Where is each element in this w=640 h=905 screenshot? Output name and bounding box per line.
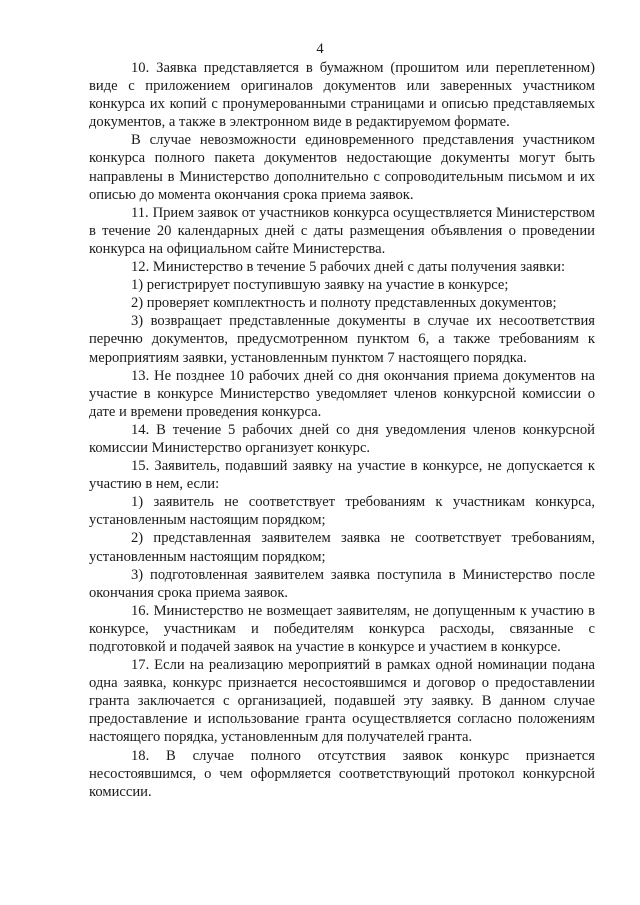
paragraph-10: 10. Заявка представляется в бумажном (прошитом или переплетенном) виде с приложением оригиналов документов или заверенных участником конкурса их копий с пронумерованными страницами и описью представляемых документов, а также в электронном виде в редактируемом формате. [89, 60, 595, 131]
page-number: 4 [316, 41, 324, 57]
paragraph-14: 14. В течение 5 рабочих дней со дня уведомления членов конкурсной комиссии Министерство организует конкурс. [89, 421, 595, 456]
paragraph-16: 16. Министерство не возмещает заявителям, не допущенным к участию в конкурсе, участникам и победителям конкурса расходы, связанные с подготовкой и подачей заявок на участие в конкурсе и участием в конкурсе. [89, 602, 595, 655]
paragraph-12-item-2: 2) проверяет комплектность и полноту представленных документов; [131, 295, 557, 312]
paragraph-15-item-1: 1) заявитель не соответствует требованиям к участникам конкурса, установленным настоящим порядком; [89, 494, 595, 529]
paragraph-18: 18. В случае полного отсутствия заявок конкурс признается несостоявшимся, о чем оформляется соответствующий протокол конкурсной комиссии. [89, 747, 595, 800]
paragraph-10-continued: В случае невозможности единовременного представления участником конкурса полного пакета документов недостающие документы могут быть направлены в Министерство дополнительно с сопроводительным письмом и их описью до момента окончания срока приема заявок. [89, 132, 595, 203]
paragraph-12: 12. Министерство в течение 5 рабочих дней с даты получения заявки: [131, 259, 566, 276]
paragraph-12-item-3: 3) возвращает представленные документы в случае их несоответствия перечню документов, предусмотренном пунктом 6, а также требованиям к мероприятиям заявки, установленным пунктом 7 настоящего порядка. [89, 313, 595, 366]
paragraph-17: 17. Если на реализацию мероприятий в рамках одной номинации подана одна заявка, конкурс признается несостоявшимся и договор о предоставлении гранта заключается с организацией, подавшей эту заявку. В данном случае предоставление и использование гранта осуществляется согласно положениям настоящего порядка, установленным для получателей гранта. [89, 657, 595, 746]
paragraph-15-item-3: 3) подготовленная заявителем заявка поступила в Министерство после окончания срока приема заявок. [89, 566, 595, 601]
paragraph-12-item-1: 1) регистрирует поступившую заявку на участие в конкурсе; [131, 277, 509, 294]
document-body [89, 59, 595, 801]
paragraph-15: 15. Заявитель, подавший заявку на участие в конкурсе, не допускается к участию в нем, если: [89, 458, 595, 493]
paragraph-13: 13. Не позднее 10 рабочих дней со дня окончания приема документов на участие в конкурсе Министерство уведомляет членов конкурсной комиссии о дате и времени проведения конкурса. [89, 367, 595, 420]
paragraph-11: 11. Прием заявок от участников конкурса осуществляется Министерством в течение 20 календарных дней с даты размещения объявления о проведении конкурса на официальном сайте Министерства. [89, 204, 595, 257]
paragraph-15-item-2: 2) представленная заявителем заявка не соответствует требованиям, установленным настоящим порядком; [89, 530, 595, 565]
